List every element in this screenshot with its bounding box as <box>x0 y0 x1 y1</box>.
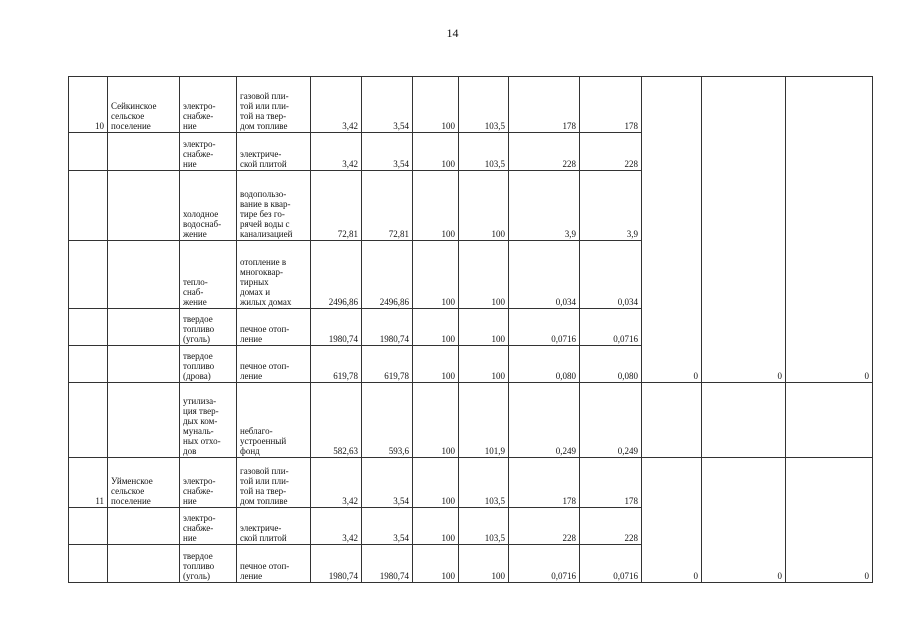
page-number: 14 <box>446 26 459 40</box>
value-4: 101,9 <box>459 383 509 458</box>
value-1: 619,78 <box>311 346 362 383</box>
value-3: 100 <box>413 545 459 583</box>
row-number: 11 <box>69 458 108 508</box>
value-6: 228 <box>580 133 642 171</box>
value-4: 100 <box>459 346 509 383</box>
value-3: 100 <box>413 508 459 545</box>
value-4: 100 <box>459 545 509 583</box>
value-4: 103,5 <box>459 458 509 508</box>
settlement-name <box>108 133 180 171</box>
settlement-name: Сейкинское сельское поселение <box>108 77 180 133</box>
value-5: 228 <box>509 508 580 545</box>
value-2: 3,54 <box>362 133 413 171</box>
value-2: 3,54 <box>362 77 413 133</box>
value-3: 100 <box>413 458 459 508</box>
value-6: 0,0716 <box>580 309 642 346</box>
consumption-type: печное отоп- ление <box>237 346 311 383</box>
value-3: 100 <box>413 241 459 309</box>
consumption-type: отопление в многоквар- тирных домах и жилых домах <box>237 241 311 309</box>
blank-cell <box>786 383 873 458</box>
value-2: 619,78 <box>362 346 413 383</box>
row-number <box>69 383 108 458</box>
value-6: 178 <box>580 77 642 133</box>
blank-cell <box>642 383 702 458</box>
row-number <box>69 309 108 346</box>
value-6: 228 <box>580 508 642 545</box>
value-2: 593,6 <box>362 383 413 458</box>
consumption-type: водопользо- вание в квар- тире без го- рячей воды с канализацией <box>237 171 311 241</box>
value-1: 3,42 <box>311 77 362 133</box>
consumption-type: электриче- ской плитой <box>237 133 311 171</box>
value-4: 103,5 <box>459 133 509 171</box>
value-4: 100 <box>459 171 509 241</box>
utility-type: твердое топливо (уголь) <box>180 309 237 346</box>
table-row <box>69 383 873 458</box>
value-6: 0,0716 <box>580 545 642 583</box>
settlement-name: Уйменское сельское поселение <box>108 458 180 508</box>
value-1: 2496,86 <box>311 241 362 309</box>
consumption-type: печное отоп- ление <box>237 545 311 583</box>
value-2: 1980,74 <box>362 309 413 346</box>
consumption-type: газовой пли- той или пли- той на твер- дом топливе <box>237 458 311 508</box>
value-1: 3,42 <box>311 458 362 508</box>
utility-type: электро- снабже- ние <box>180 77 237 133</box>
consumption-type: неблаго- устроенный фонд <box>237 383 311 458</box>
row-number <box>69 133 108 171</box>
utility-type: электро- снабже- ние <box>180 508 237 545</box>
table-body <box>69 77 873 583</box>
value-5: 178 <box>509 458 580 508</box>
value-5: 178 <box>509 77 580 133</box>
value-1: 582,63 <box>311 383 362 458</box>
settlement-name <box>108 241 180 309</box>
settlement-name <box>108 171 180 241</box>
value-6: 0,080 <box>580 346 642 383</box>
table-row <box>69 458 873 508</box>
settlement-name <box>108 545 180 583</box>
value-4: 100 <box>459 241 509 309</box>
row-number <box>69 545 108 583</box>
row-number <box>69 508 108 545</box>
settlement-name <box>108 346 180 383</box>
value-1: 3,42 <box>311 133 362 171</box>
value-6: 178 <box>580 458 642 508</box>
utility-type: твердое топливо (уголь) <box>180 545 237 583</box>
row-number <box>69 346 108 383</box>
summary-cell-1: 0 <box>642 77 702 383</box>
settlement-name <box>108 508 180 545</box>
blank-cell <box>702 383 786 458</box>
value-4: 103,5 <box>459 77 509 133</box>
row-number <box>69 171 108 241</box>
utility-type: утилиза- ция твер- дых ком- муналь- ных отхо- дов <box>180 383 237 458</box>
utility-type: электро- снабже- ние <box>180 133 237 171</box>
settlement-name <box>108 309 180 346</box>
value-2: 2496,86 <box>362 241 413 309</box>
value-1: 1980,74 <box>311 309 362 346</box>
row-number: 10 <box>69 77 108 133</box>
summary-cell-3: 0 <box>786 77 873 383</box>
utility-type: твердое топливо (дрова) <box>180 346 237 383</box>
settlement-name <box>108 383 180 458</box>
value-5: 0,0716 <box>509 545 580 583</box>
summary-cell-1: 0 <box>642 458 702 583</box>
consumption-type: печное отоп- ление <box>237 309 311 346</box>
row-number <box>69 241 108 309</box>
utility-type: тепло- снаб- жение <box>180 241 237 309</box>
value-3: 100 <box>413 171 459 241</box>
value-3: 100 <box>413 346 459 383</box>
value-3: 100 <box>413 133 459 171</box>
value-2: 72,81 <box>362 171 413 241</box>
value-2: 3,54 <box>362 508 413 545</box>
value-2: 3,54 <box>362 458 413 508</box>
tariff-table <box>68 76 873 583</box>
value-5: 0,080 <box>509 346 580 383</box>
value-4: 103,5 <box>459 508 509 545</box>
summary-cell-2: 0 <box>702 77 786 383</box>
value-6: 3,9 <box>580 171 642 241</box>
value-5: 0,0716 <box>509 309 580 346</box>
value-3: 100 <box>413 77 459 133</box>
consumption-type: электриче- ской плитой <box>237 508 311 545</box>
value-5: 0,249 <box>509 383 580 458</box>
summary-cell-2: 0 <box>702 458 786 583</box>
value-3: 100 <box>413 309 459 346</box>
table-row <box>69 77 873 133</box>
value-6: 0,034 <box>580 241 642 309</box>
value-6: 0,249 <box>580 383 642 458</box>
value-4: 100 <box>459 309 509 346</box>
utility-type: холодное водоснаб- жение <box>180 171 237 241</box>
value-5: 228 <box>509 133 580 171</box>
value-1: 72,81 <box>311 171 362 241</box>
utility-type: электро- снабже- ние <box>180 458 237 508</box>
consumption-type: газовой пли- той или пли- той на твер- дом топливе <box>237 77 311 133</box>
value-1: 3,42 <box>311 508 362 545</box>
value-1: 1980,74 <box>311 545 362 583</box>
value-5: 3,9 <box>509 171 580 241</box>
value-2: 1980,74 <box>362 545 413 583</box>
value-5: 0,034 <box>509 241 580 309</box>
value-3: 100 <box>413 383 459 458</box>
summary-cell-3: 0 <box>786 458 873 583</box>
